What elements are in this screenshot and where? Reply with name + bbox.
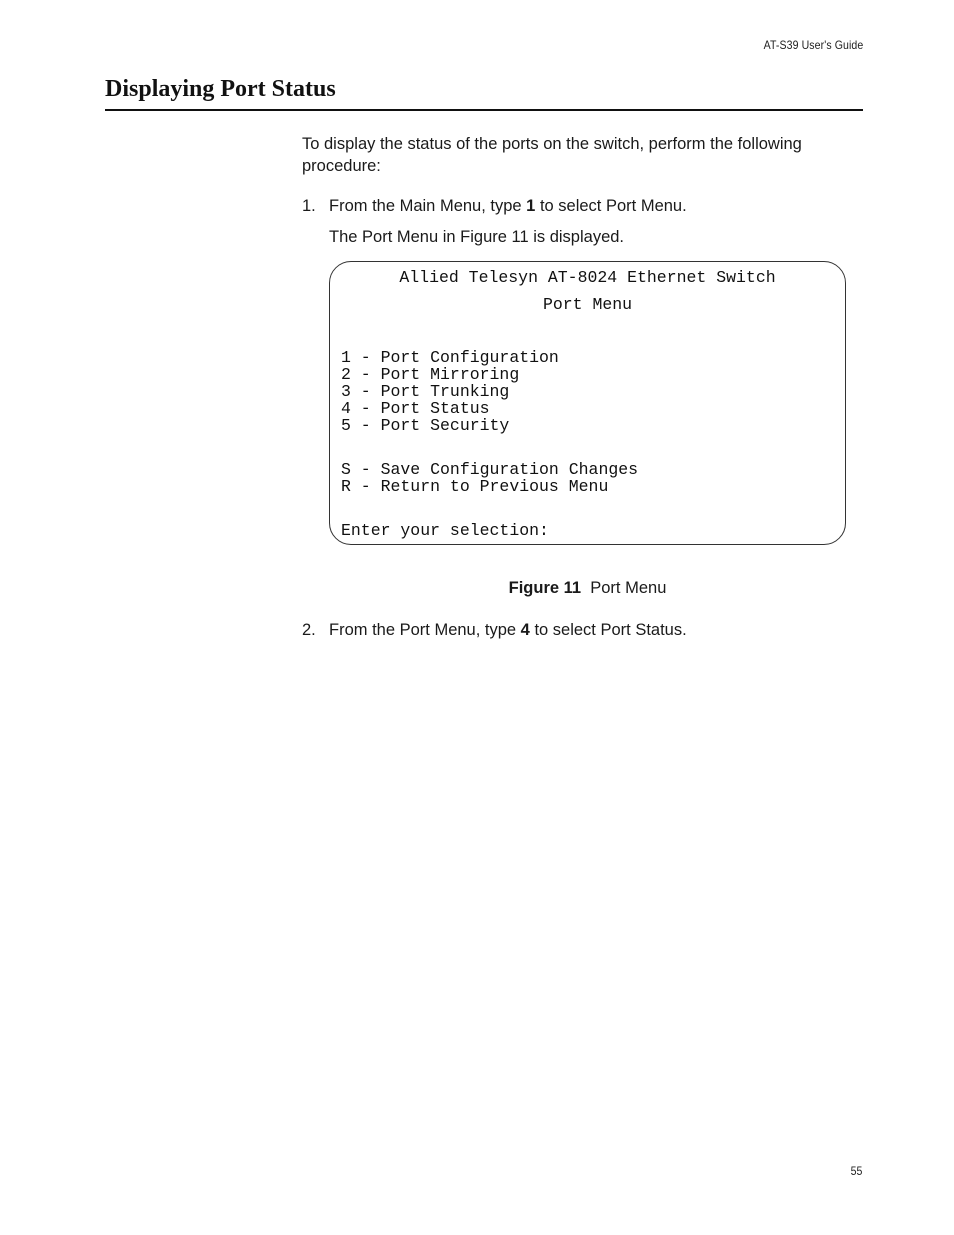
- menu-item-port-status: 4 - Port Status: [341, 399, 490, 418]
- menu-item-port-security: 5 - Port Security: [341, 416, 510, 435]
- figure-label: Figure 11: [508, 579, 582, 597]
- terminal-menu-title: Port Menu: [542, 295, 633, 314]
- title-rule: [105, 109, 863, 111]
- key-highlight: 4: [520, 621, 530, 639]
- menu-item-port-trunking: 3 - Port Trunking: [341, 382, 510, 401]
- terminal-header: Allied Telesyn AT-8024 Ethernet Switch: [399, 268, 776, 287]
- figure-caption: [329, 577, 846, 599]
- step-number: 1.: [302, 197, 316, 215]
- step-1-note: The Port Menu in Figure 11 is displayed.: [329, 228, 625, 246]
- menu-item-port-configuration: 1 - Port Configuration: [341, 348, 559, 367]
- key-highlight: 1: [526, 197, 536, 215]
- menu-item-port-mirroring: 2 - Port Mirroring: [341, 365, 520, 384]
- terminal-screen: [329, 261, 846, 545]
- section-title: Displaying Port Status: [105, 76, 336, 102]
- intro-paragraph: To display the status of the ports on the switch, perform the following procedure:: [302, 135, 802, 175]
- menu-item-return: R - Return to Previous Menu: [341, 477, 609, 496]
- step-number: 2.: [302, 621, 316, 639]
- running-head: AT-S39 User's Guide: [763, 38, 863, 52]
- page-number: 55: [850, 1164, 862, 1178]
- figure-title: Port Menu: [590, 579, 667, 597]
- step-text: From the Port Menu, type 4 to select Port Status.: [329, 621, 687, 639]
- selection-prompt: Enter your selection:: [341, 521, 549, 540]
- menu-item-save-changes: S - Save Configuration Changes: [341, 460, 639, 479]
- step-text: From the Main Menu, type 1 to select Port Menu.: [329, 197, 687, 215]
